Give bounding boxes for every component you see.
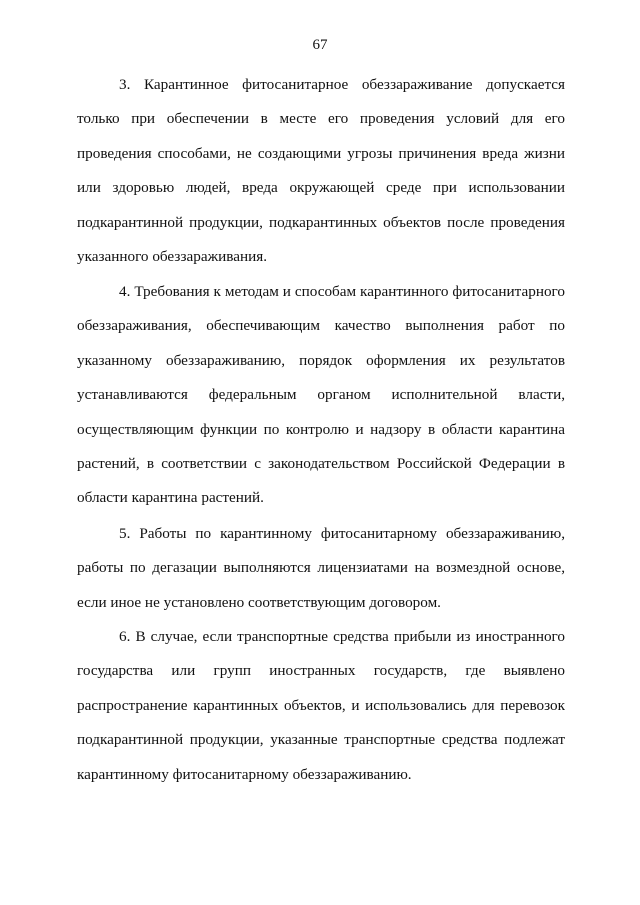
paragraph-3: 3. Карантинное фитосанитарное обеззараживание допускается только при обеспечении в месте его проведения условий для его проведения способами, не создающими угрозы причинения вреда жизни или здоровью людей, вреда окружающей среде при использовании подкарантинной продукции, подкарантинных объектов после проведения указанного обеззараживания. [77,76,565,266]
paragraph-6: 6. В случае, если транспортные средства прибыли из иностранного государства или групп иностранных государств, где выявлено распространение карантинных объектов, и использовались для перевозок подкарантинной продукции, указанные транспортные средства подлежат карантинному фитосанитарному обеззараживанию. [77,628,565,783]
page-number: 67 [312,37,328,53]
paragraph-4: 4. Требования к методам и способам карантинного фитосанитарного обеззараживания, обеспечивающим качество выполнения работ по указанному обеззараживанию, порядок оформления их результатов устанавливаются федеральным органом исполнительной власти, осуществляющим функции по контролю и надзору в области карантина растений, в соответствии с законодательством Российской Федерации в области карантина растений. [77,283,565,507]
paragraph-5: 5. Работы по карантинному фитосанитарному обеззараживанию, работы по дегазации выполняются лицензиатами на возмездной основе, если иное не установлено соответствующим договором. [77,525,565,611]
